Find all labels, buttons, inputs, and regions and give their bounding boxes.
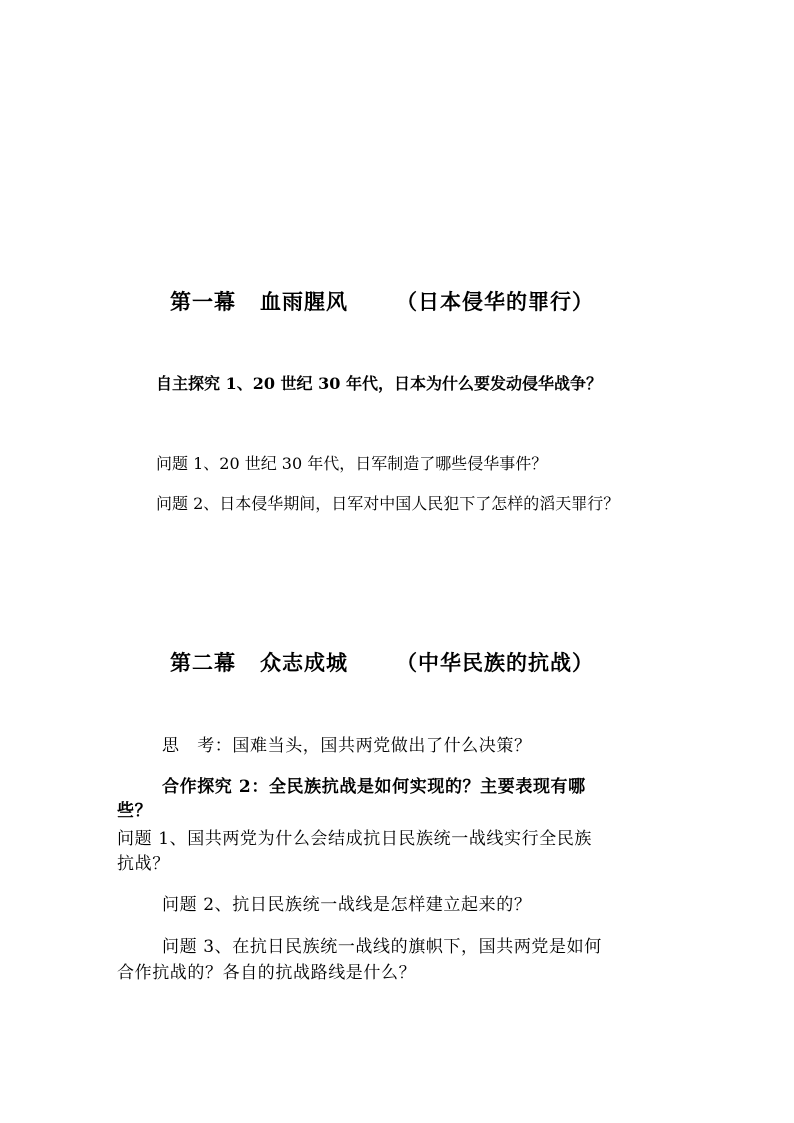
act2-coop-line-1: 合作探究 2：全民族抗战是如何实现的？主要表现有哪 [162,777,586,797]
act2-think: 思 考：国难当头，国共两党做出了什么决策？ [162,736,532,756]
act1-heading [170,286,594,316]
act2-heading [170,647,594,677]
act1-question-2: 问题 2、日本侵华期间，日军对中国人民犯下了怎样的滔天罪行？ [156,494,620,513]
act2-title: 第二幕 [170,650,236,675]
act2-question-3-line-2: 合作抗战的？各自的抗战路线是什么？ [117,963,417,983]
act1-subtitle: 血雨腥风 [260,289,348,314]
act1-inquiry: 自主探究 1、20 世纪 30 年代，日本为什么要发动侵华战争？ [156,374,602,393]
act1-question-1: 问题 1、20 世纪 30 年代，日军制造了哪些侵华事件？ [156,454,548,473]
act2-question-1-line-2: 抗战？ [117,854,170,874]
act2-question-2: 问题 2、抗日民族统一战线是怎样建立起来的？ [162,895,532,915]
act2-coop-line-2: 些？ [117,801,153,821]
act1-paren: （日本侵华的罪行） [396,289,594,314]
act1-title: 第一幕 [170,289,236,314]
act2-paren: （中华民族的抗战） [396,650,594,675]
act2-subtitle: 众志成城 [260,650,348,675]
act2-question-3-line-1: 问题 3、在抗日民族统一战线的旗帜下，国共两党是如何 [162,937,602,957]
act2-question-1-line-1: 问题 1、国共两党为什么会结成抗日民族统一战线实行全民族 [117,829,593,849]
